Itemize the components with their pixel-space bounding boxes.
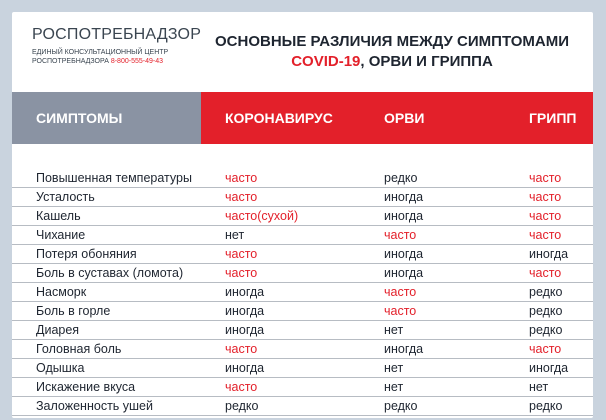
org-sub-line1: ЕДИНЫЙ КОНСУЛЬТАЦИОННЫЙ ЦЕНТР xyxy=(32,49,169,56)
table-row xyxy=(12,188,593,207)
title-line2-rest: , ОРВИ И ГРИППА xyxy=(360,53,493,70)
symptom-cell: Чихание xyxy=(36,228,86,242)
flu-cell: часто xyxy=(529,209,562,223)
hotline-phone: 8-800-555-49-43 xyxy=(110,58,163,65)
covid-cell: часто xyxy=(225,266,258,280)
covid-cell: часто(сухой) xyxy=(225,209,299,223)
table-row xyxy=(12,340,593,359)
orvi-cell: часто xyxy=(384,304,417,318)
table-row xyxy=(12,207,593,226)
orvi-cell: часто xyxy=(384,228,417,242)
covid-cell: часто xyxy=(225,247,258,261)
table-row xyxy=(12,283,593,302)
symptom-cell: Усталость xyxy=(36,190,95,204)
table-row xyxy=(12,378,593,397)
orvi-cell: иногда xyxy=(384,190,424,204)
flu-cell: часто xyxy=(529,266,562,280)
orvi-cell: иногда xyxy=(384,266,424,280)
table-row xyxy=(12,264,593,283)
orvi-cell: нет xyxy=(384,323,404,337)
table-body xyxy=(12,152,593,416)
org-name: РОСПОТРЕБНАДЗОР xyxy=(32,26,202,43)
orvi-cell: нет xyxy=(384,361,404,375)
flu-cell: редко xyxy=(529,304,563,318)
flu-cell: редко xyxy=(529,323,563,337)
covid-cell: часто xyxy=(225,190,258,204)
table-row xyxy=(12,245,593,264)
covid-cell: иногда xyxy=(225,304,265,318)
header-covid: КОРОНАВИРУС xyxy=(225,110,333,126)
flu-cell: часто xyxy=(529,190,562,204)
table-header xyxy=(12,92,593,144)
flu-cell: редко xyxy=(529,285,563,299)
covid-cell: иногда xyxy=(225,361,265,375)
table-row xyxy=(12,321,593,340)
title-line1: ОСНОВНЫЕ РАЗЛИЧИЯ МЕЖДУ СИМПТОМАМИ xyxy=(214,33,570,50)
table-row xyxy=(12,397,593,416)
org-sub-line2-text: РОСПОТРЕБНАДЗОРА xyxy=(32,58,109,65)
symptom-cell: Потеря обоняния xyxy=(36,247,137,261)
orvi-cell: редко xyxy=(384,171,418,185)
symptom-cell: Заложенность ушей xyxy=(36,399,153,413)
header-orvi: ОРВИ xyxy=(384,110,425,126)
flu-cell: нет xyxy=(529,380,549,394)
symptom-cell: Боль в суставах (ломота) xyxy=(36,266,184,280)
table-row xyxy=(12,226,593,245)
header-flu: ГРИПП xyxy=(529,110,577,126)
covid-cell: часто xyxy=(225,171,258,185)
covid-cell: часто xyxy=(225,342,258,356)
table-row xyxy=(12,359,593,378)
org-sub-line2 xyxy=(32,57,201,66)
covid-cell: иногда xyxy=(225,323,265,337)
flu-cell: редко xyxy=(529,399,563,413)
symptom-cell: Одышка xyxy=(36,361,85,375)
title-line2 xyxy=(212,52,572,72)
org-subtitle xyxy=(32,48,201,66)
covid-cell: иногда xyxy=(225,285,265,299)
orvi-cell: иногда xyxy=(384,209,424,223)
covid-cell: нет xyxy=(225,228,245,242)
header-symptoms: СИМПТОМЫ xyxy=(12,92,201,144)
orvi-cell: нет xyxy=(384,380,404,394)
title-covid: COVID-19 xyxy=(291,53,361,70)
covid-cell: часто xyxy=(225,380,258,394)
orvi-cell: иногда xyxy=(384,247,424,261)
symptom-cell: Боль в горле xyxy=(36,304,111,318)
symptom-cell: Диарея xyxy=(36,323,80,337)
symptom-cell: Кашель xyxy=(36,209,81,223)
table-row xyxy=(12,302,593,321)
flu-cell: часто xyxy=(529,228,562,242)
infographic-card xyxy=(12,12,593,418)
org-logo-block xyxy=(32,26,201,66)
covid-cell: редко xyxy=(225,399,259,413)
symptom-cell: Головная боль xyxy=(36,342,122,356)
table-row xyxy=(12,152,593,188)
page-title xyxy=(212,32,572,72)
orvi-cell: иногда xyxy=(384,342,424,356)
symptom-cell: Искажение вкуса xyxy=(36,380,136,394)
orvi-cell: редко xyxy=(384,399,418,413)
symptom-cell: Насморк xyxy=(36,285,87,299)
orvi-cell: часто xyxy=(384,285,417,299)
flu-cell: часто xyxy=(529,342,562,356)
flu-cell: часто xyxy=(529,171,562,185)
flu-cell: иногда xyxy=(529,361,569,375)
flu-cell: иногда xyxy=(529,247,569,261)
symptom-cell: Повышенная температуры xyxy=(36,171,192,185)
